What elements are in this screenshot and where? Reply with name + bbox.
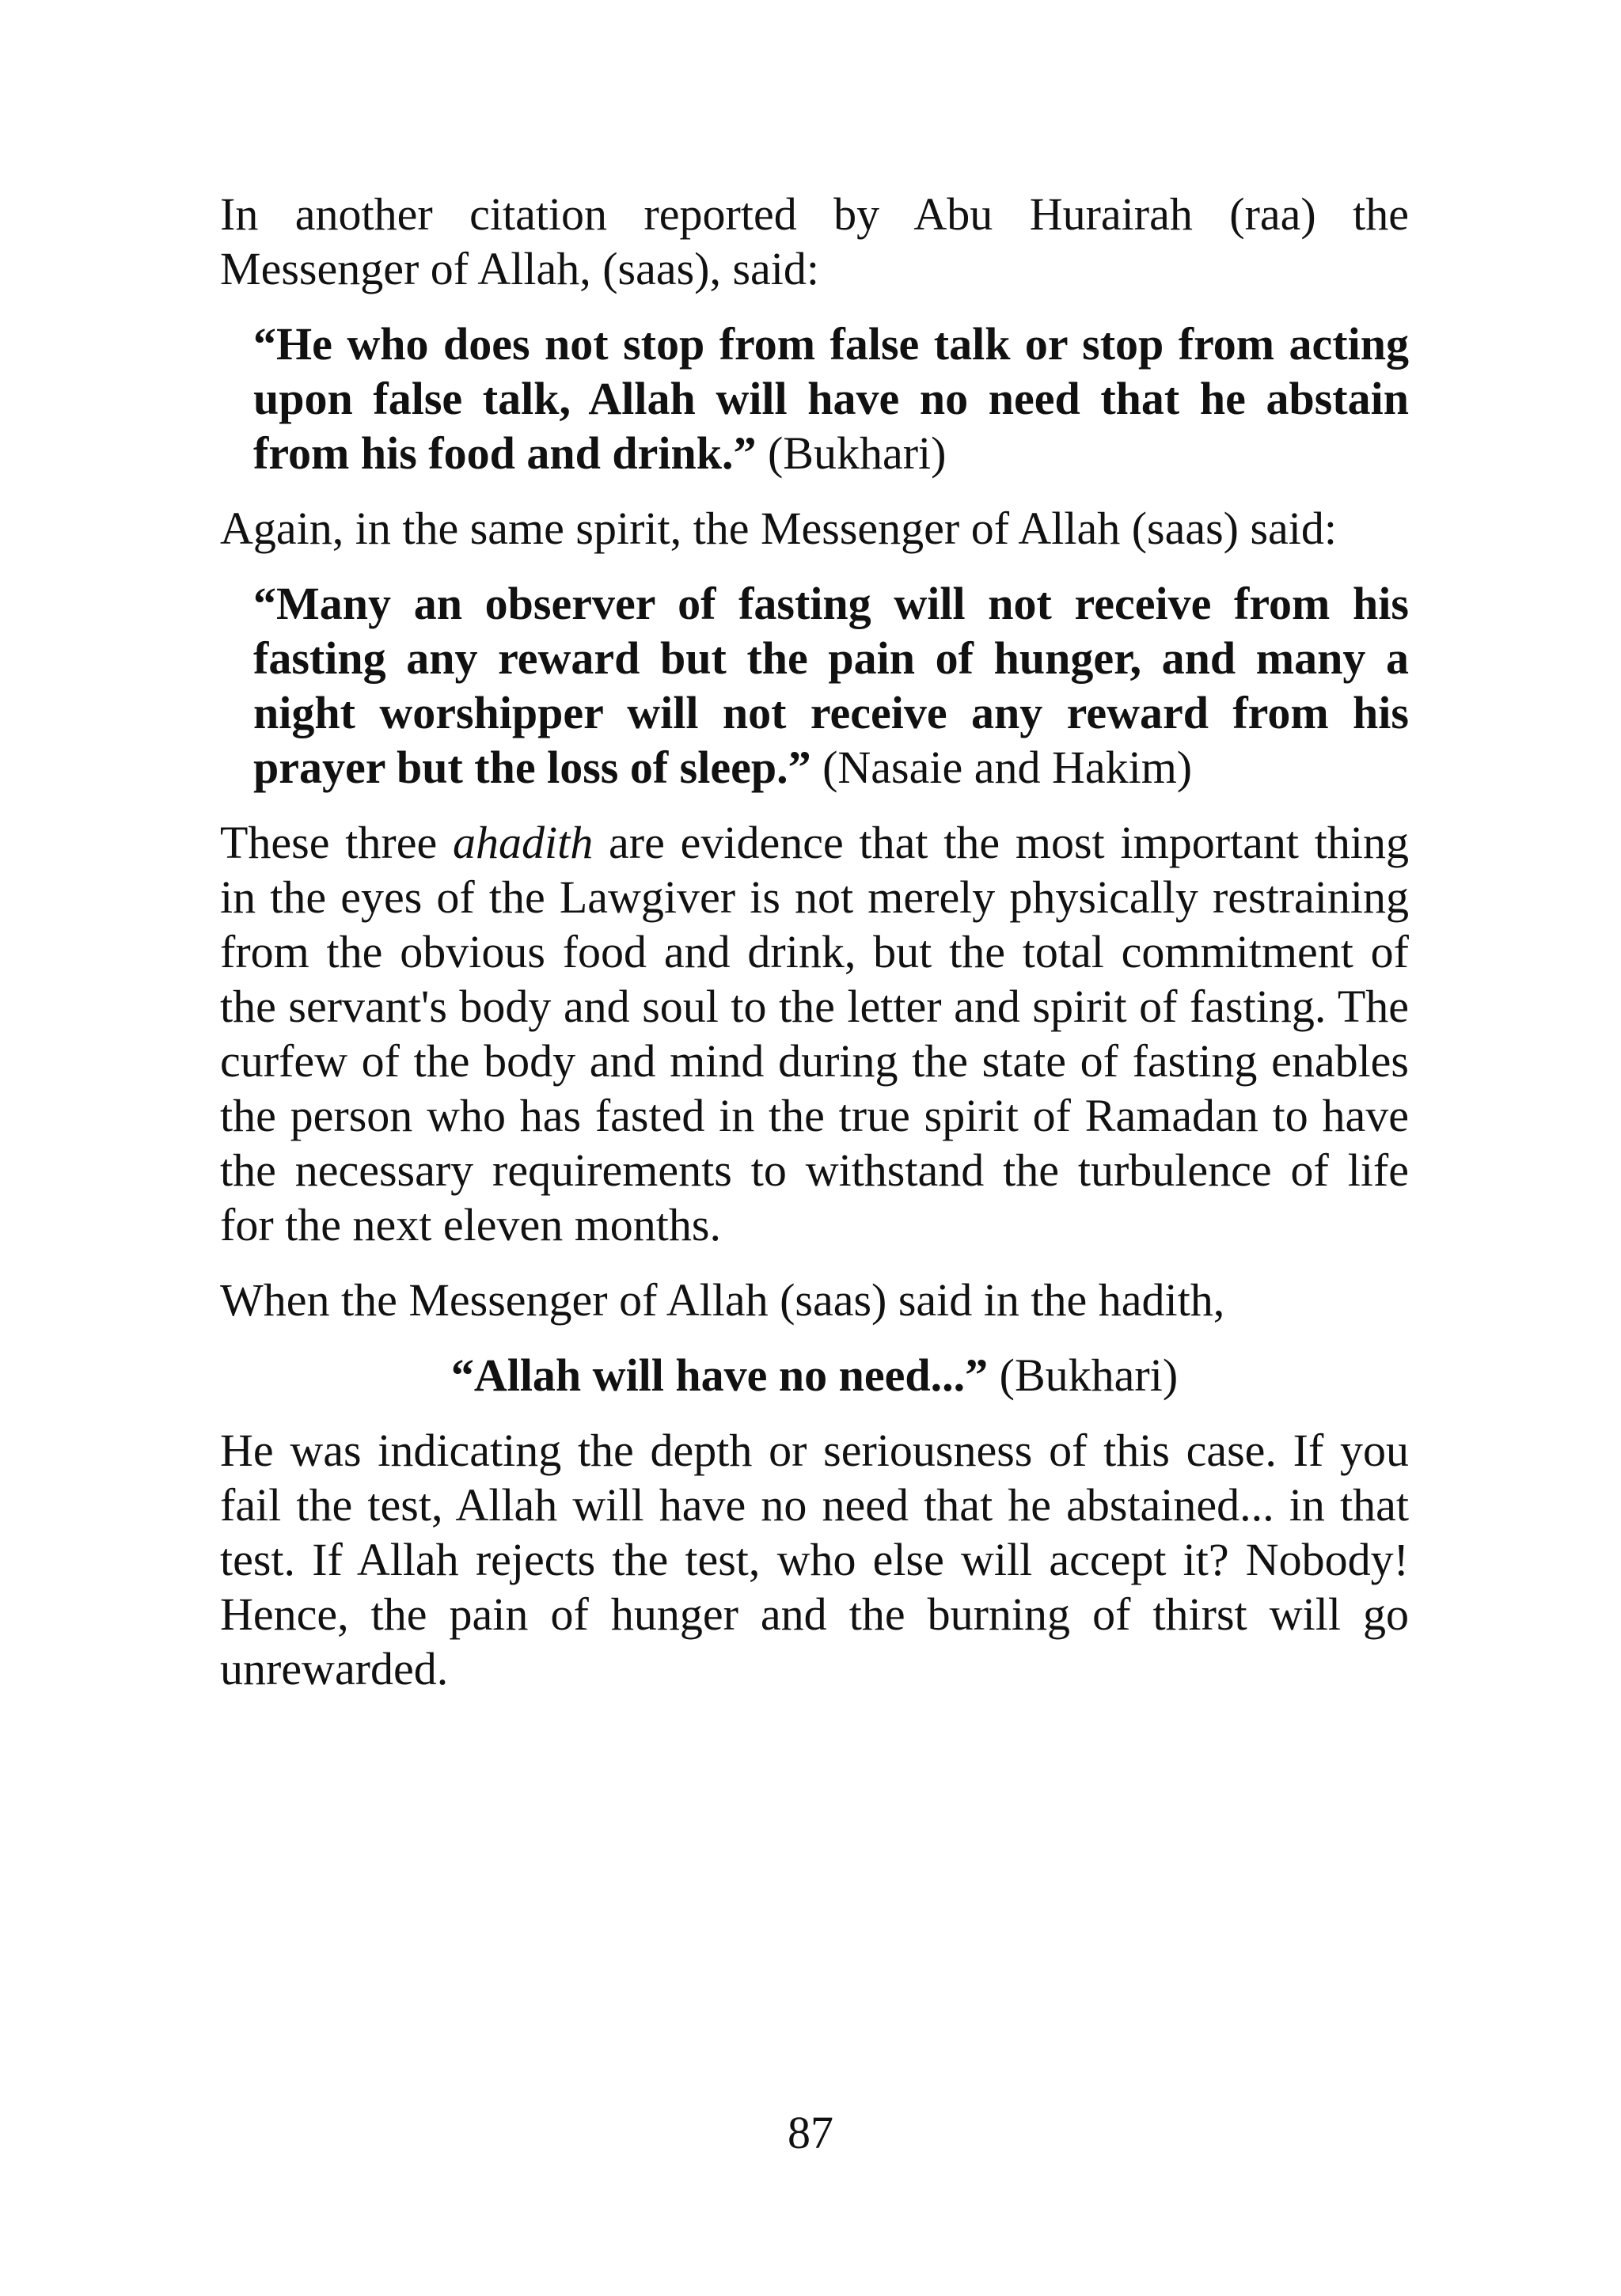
quote-text: “Many an observer of fasting will not receive from his fasting any reward but the pain of hunger, and many a night worshipper will not receive any reward from his prayer but the loss of sleep.” [253,578,1409,793]
hadith-quote-no-need [220,1348,1409,1402]
page-body [220,187,1409,1717]
quote-source: (Bukhari) [756,427,947,479]
paragraph-text: are evidence that the most important thing in the eyes of the Lawgiver is not merely physically restraining from the obvious food and drink, but the total commitment of the servant's body and soul to the letter and spirit of fasting. The curfew of the body and mind during the state of fasting enables the person who has fasted in the true spirit of Ramadan to have the necessary requirements to withstand the turbulence of life for the next eleven months. [220,817,1409,1250]
paragraph-intro: In another citation reported by Abu Hurairah (raa) the Messenger of Allah, (saas), said: [220,188,1409,294]
hadith-quote-observer [253,576,1409,795]
paragraph-text: These three [220,817,453,868]
italic-term: ahadith [452,817,594,868]
quote-source: (Bukhari) [988,1349,1179,1401]
quote-source: (Nasaie and Hakim) [810,742,1193,793]
paragraph-when: When the Messenger of Allah (saas) said in the hadith, [220,1274,1225,1326]
paragraph-depth: He was indicating the depth or seriousness of this case. If you fail the test, Allah will have no need that he abstained... in that test. If Allah rejects the test, who else will accept it? Nobody! Hence, the pain of hunger and the burning of thirst will go unrewarded. [220,1425,1409,1694]
quote-text: “He who does not stop from false talk or stop from acting upon false talk, Allah will have no need that he abstain from his food and drink.” [253,318,1409,479]
page-number: 87 [788,2107,833,2158]
hadith-quote-false-talk [253,317,1409,480]
quote-text: “Allah will have no need...” [450,1349,989,1401]
paragraph-ahadith [220,815,1409,1252]
paragraph-again: Again, in the same spirit, the Messenger of Allah (saas) said: [220,503,1338,554]
